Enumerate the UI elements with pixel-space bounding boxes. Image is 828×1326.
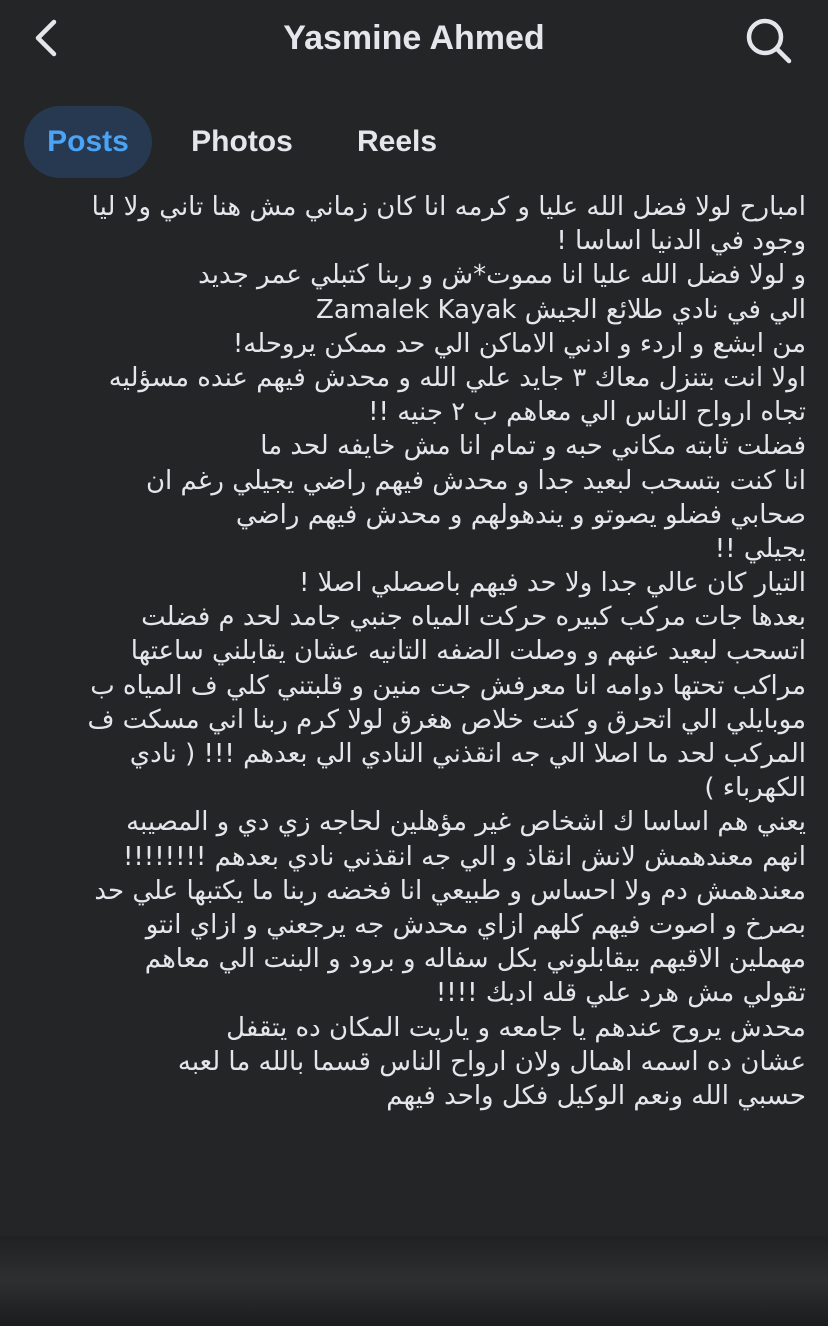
post-line: صحابي فضلو يصوتو و يندهولهم و محدش فيهم راضي <box>235 499 806 530</box>
post-line: معندهمش دم ولا احساس و طبيعي انا فخضه ربنا ما يكتبها علي حد <box>94 875 806 906</box>
post-line: مراكب تحتها دوامه انا معرفش جت منين و قلبتني كلي ف المياه ب <box>90 670 806 701</box>
photo-preview-strip <box>0 1236 828 1326</box>
post-line: موبايلي الي اتحرق و كنت خلاص هغرق لولا كرم ربنا اني مسكت ف <box>87 704 806 735</box>
post-line: اولا انت بتنزل معاك ٣ جايد علي الله و محدش فيهم عنده مسؤليه <box>108 362 806 393</box>
post-line: الي في نادي طلائع الجيش Zamalek Kayak <box>316 294 806 325</box>
post-line: تجاه ارواح الناس الي معاهم ب ٢ جنيه !! <box>368 397 806 428</box>
post-line: فضلت ثابته مكاني حبه و تمام انا مش خايفه لحد ما <box>260 431 806 462</box>
search-icon <box>744 16 794 66</box>
post-line: و لولا فضل الله عليا انا مموت*ش و ربنا كتبلي عمر جديد <box>198 260 806 291</box>
post-line: من ابشع و اردء و ادني الاماكن الي حد ممكن يروحله! <box>232 328 806 359</box>
post-line: المركب لحد ما اصلا الي جه انقذني النادي الي بعدهم !!! ( نادي <box>129 739 806 769</box>
post-line: يجيلي !! <box>714 533 806 564</box>
top-bar <box>0 0 828 86</box>
tab-reels[interactable]: Reels <box>356 125 438 158</box>
post-line: بعدها جات مركب كبيره حركت المياه جنبي جامد لحد م فضلت <box>141 602 806 633</box>
post-line: عشان ده اسمه اهمال ولان ارواح الناس قسما بالله ما لعبه <box>177 1046 806 1077</box>
post-line: مهملين الاقيهم بيقابلوني بكل سفاله و برود و البنت الي معاهم <box>144 944 806 975</box>
post-line: امبارح لولا فضل الله عليا و كرمه انا كان زماني مش هنا تاني ولا ليا <box>91 192 806 222</box>
post-text <box>26 190 806 1230</box>
post-line: التيار كان عالي جدا ولا حد فيهم باصصلي اصلا ! <box>298 568 806 599</box>
profile-tabs <box>0 104 828 180</box>
post-line: بصرخ و اصوت فيهم كلهم ازاي محدش جه يرجعني و ازاي انتو <box>145 909 806 940</box>
post-line: وجود في الدنيا اساسا ! <box>556 226 806 257</box>
post-line: اتسحب لبعيد عنهم و وصلت الضفه التانيه عشان يقابلني ساعتها <box>130 636 806 667</box>
post-line: انا كنت بتسحب لبعيد جدا و محدش فيهم راضي يجيلي رغم ان <box>145 465 806 496</box>
post-line: محدش يروح عندهم يا جامعه و ياريت المكان ده يتقفل <box>226 1012 806 1043</box>
page-title: Yasmine Ahmed <box>283 19 545 57</box>
post-line: الكهرباء ) <box>704 773 806 804</box>
tab-photos[interactable]: Photos <box>191 125 293 158</box>
post-line: تقولي مش هرد علي قله ادبك !!!! <box>435 978 806 1009</box>
post-line: انهم معندهمش لانش انقاذ و الي جه انقذني نادي بعدهم !!!!!!!! <box>122 841 806 872</box>
tab-posts[interactable]: Posts <box>24 106 152 178</box>
post-line: يعني هم اساسا ك اشخاص غير مؤهلين لحاجه زي دي و المصيبه <box>126 807 806 838</box>
search-button[interactable] <box>738 10 800 72</box>
post-line: حسبي الله ونعم الوكيل فكل واحد فيهم <box>386 1080 806 1111</box>
